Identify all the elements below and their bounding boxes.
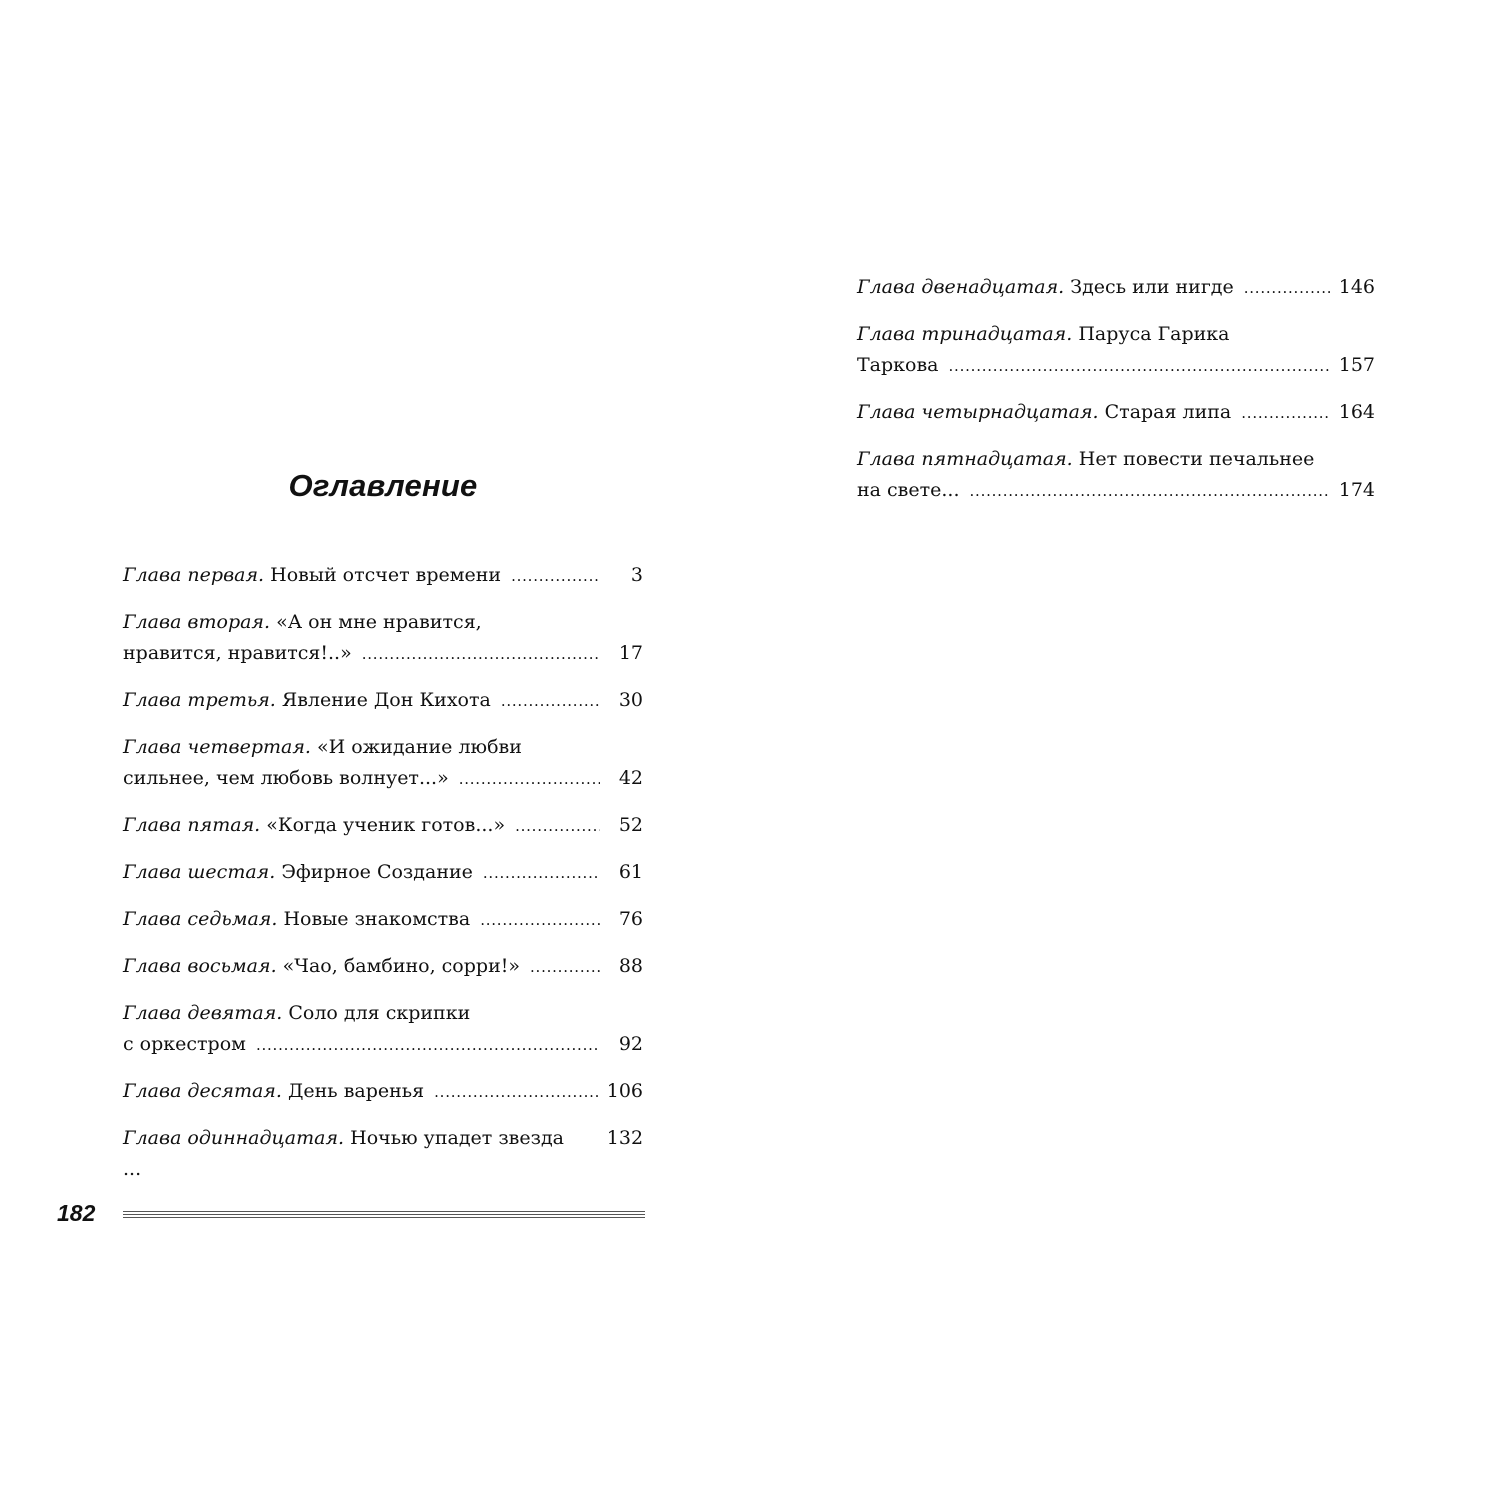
toc-entry-text <box>123 1076 424 1107</box>
chapter-title: Эфирное Создание <box>281 861 473 883</box>
chapter-title: Таркова <box>857 354 939 376</box>
page-ref: 30 <box>618 689 643 711</box>
chapter-label: Глава восьмая. <box>123 955 277 977</box>
toc-entry <box>123 1076 643 1108</box>
dot-leader <box>483 857 600 889</box>
toc-entry-line <box>123 857 643 889</box>
chapter-label: Глава шестая. <box>123 861 276 883</box>
toc-title: Оглавление <box>288 468 478 503</box>
dot-leader <box>511 560 600 592</box>
chapter-label: Глава пятнадцатая. <box>857 448 1073 470</box>
dot-leader <box>949 350 1330 382</box>
toc-right-column <box>857 272 1375 522</box>
page-ref: 17 <box>618 642 643 664</box>
toc-entry <box>857 397 1375 429</box>
chapter-label: Глава четвертая. <box>123 736 311 758</box>
toc-entry <box>857 444 1375 507</box>
chapter-title: Соло для скрипки <box>288 1002 471 1024</box>
chapter-title: на свете... <box>857 479 960 501</box>
toc-entry <box>123 904 643 936</box>
toc-entry-line <box>123 763 643 795</box>
dot-leader <box>530 951 600 983</box>
toc-entry <box>123 685 643 717</box>
chapter-title: Здесь или нигде <box>1070 276 1234 298</box>
toc-entry-text <box>123 1029 246 1060</box>
chapter-title: Нет повести печальнее <box>1078 448 1315 470</box>
chapter-title: с оркестром <box>123 1033 246 1055</box>
toc-entry-text <box>123 560 501 591</box>
toc-entry-line <box>857 397 1375 429</box>
page-ref: 132 <box>606 1127 644 1149</box>
page-ref: 61 <box>618 861 643 883</box>
toc-entry <box>123 810 643 842</box>
page-number: 182 <box>57 1200 96 1226</box>
dot-leader <box>362 638 600 670</box>
chapter-title: «И ожидание любви <box>317 736 522 758</box>
dot-leader <box>515 810 600 842</box>
chapter-label: Глава тринадцатая. <box>857 323 1073 345</box>
chapter-title: «Чао, бамбино, сорри!» <box>282 955 520 977</box>
toc-entry-text <box>123 998 470 1029</box>
toc-entry <box>857 319 1375 382</box>
toc-entry-line <box>857 319 1375 350</box>
toc-entry-text <box>857 350 939 381</box>
dot-leader <box>1241 397 1329 429</box>
footer-rule <box>123 1217 645 1218</box>
toc-entry <box>123 951 643 983</box>
toc-entry-line <box>123 638 643 670</box>
chapter-title: Ночью упадет звезда ... <box>123 1127 565 1180</box>
page-footer <box>57 1200 645 1230</box>
dot-leader <box>501 685 600 717</box>
toc-entry-text <box>857 397 1231 428</box>
toc-entry-text <box>857 319 1230 350</box>
chapter-label: Глава девятая. <box>123 1002 283 1024</box>
toc-entry-text <box>123 857 473 888</box>
toc-entry-text <box>123 607 482 638</box>
toc-entry-text <box>857 272 1234 303</box>
chapter-label: Глава одиннадцатая. <box>123 1127 345 1149</box>
chapter-label: Глава седьмая. <box>123 908 278 930</box>
page-ref: 92 <box>618 1033 643 1055</box>
chapter-label: Глава двенадцатая. <box>857 276 1065 298</box>
toc-entry-text <box>123 732 522 763</box>
chapter-label: Глава вторая. <box>123 611 271 633</box>
chapter-label: Глава десятая. <box>123 1080 282 1102</box>
page-ref: 157 <box>1338 354 1375 376</box>
toc-entry-text <box>123 638 352 669</box>
toc-entry-text <box>123 810 505 841</box>
page-ref: 42 <box>618 767 643 789</box>
toc-entry-line <box>123 607 643 638</box>
dot-leader <box>1244 272 1330 304</box>
page-ref: 174 <box>1338 479 1375 501</box>
chapter-title: нравится, нравится!..» <box>123 642 352 664</box>
page-ref: 76 <box>618 908 643 930</box>
chapter-title: «Когда ученик готов...» <box>266 814 506 836</box>
dot-leader <box>970 475 1330 507</box>
toc-entry-text <box>123 904 470 935</box>
toc-entry-text <box>123 763 449 794</box>
chapter-title: Явление Дон Кихота <box>281 689 491 711</box>
toc-entry <box>123 1123 643 1185</box>
footer-rule <box>123 1214 645 1215</box>
toc-entry-line <box>123 732 643 763</box>
chapter-title: Новый отсчет времени <box>270 564 502 586</box>
toc-entry-text <box>123 951 520 982</box>
page-ref: 3 <box>630 564 643 586</box>
toc-entry-line <box>123 685 643 717</box>
page-ref: 88 <box>618 955 643 977</box>
toc-entry <box>123 607 643 670</box>
chapter-title: «А он мне нравится, <box>276 611 482 633</box>
chapter-label: Глава пятая. <box>123 814 261 836</box>
toc-left-column <box>123 560 643 1200</box>
page-ref: 52 <box>618 814 643 836</box>
dot-leader <box>256 1029 600 1061</box>
chapter-title: Старая липа <box>1104 401 1232 423</box>
page-ref: 106 <box>606 1080 643 1102</box>
toc-entry <box>857 272 1375 304</box>
toc-entry-line <box>857 475 1375 507</box>
chapter-label: Глава четырнадцатая. <box>857 401 1099 423</box>
toc-entry-text <box>123 1123 588 1185</box>
chapter-title: сильнее, чем любовь волнует...» <box>123 767 449 789</box>
toc-entry-line <box>123 998 643 1029</box>
toc-entry-line <box>123 1029 643 1061</box>
toc-entry-line <box>123 560 643 592</box>
chapter-title: Новые знакомства <box>283 908 471 930</box>
chapter-label: Глава первая. <box>123 564 265 586</box>
toc-entry-line <box>123 904 643 936</box>
footer-rule <box>123 1211 645 1212</box>
chapter-title: День варенья <box>287 1080 425 1102</box>
page-ref: 146 <box>1338 276 1375 298</box>
toc-entry-line <box>857 444 1375 475</box>
toc-entry-line <box>123 1076 643 1108</box>
chapter-label: Глава третья. <box>123 689 276 711</box>
toc-entry-text <box>857 444 1314 475</box>
toc-entry-line <box>857 350 1375 382</box>
page-ref: 164 <box>1338 401 1375 423</box>
dot-leader <box>459 763 600 795</box>
toc-entry <box>123 560 643 592</box>
chapter-title: Паруса Гарика <box>1078 323 1230 345</box>
toc-entry-line <box>123 951 643 983</box>
toc-entry <box>123 998 643 1061</box>
toc-entry-text <box>857 475 960 506</box>
toc-entry-line <box>123 810 643 842</box>
toc-entry <box>123 732 643 795</box>
toc-entry-line <box>123 1123 643 1185</box>
dot-leader <box>434 1076 598 1108</box>
toc-entry-text <box>123 685 491 716</box>
dot-leader <box>480 904 600 936</box>
toc-entry <box>123 857 643 889</box>
toc-entry-line <box>857 272 1375 304</box>
